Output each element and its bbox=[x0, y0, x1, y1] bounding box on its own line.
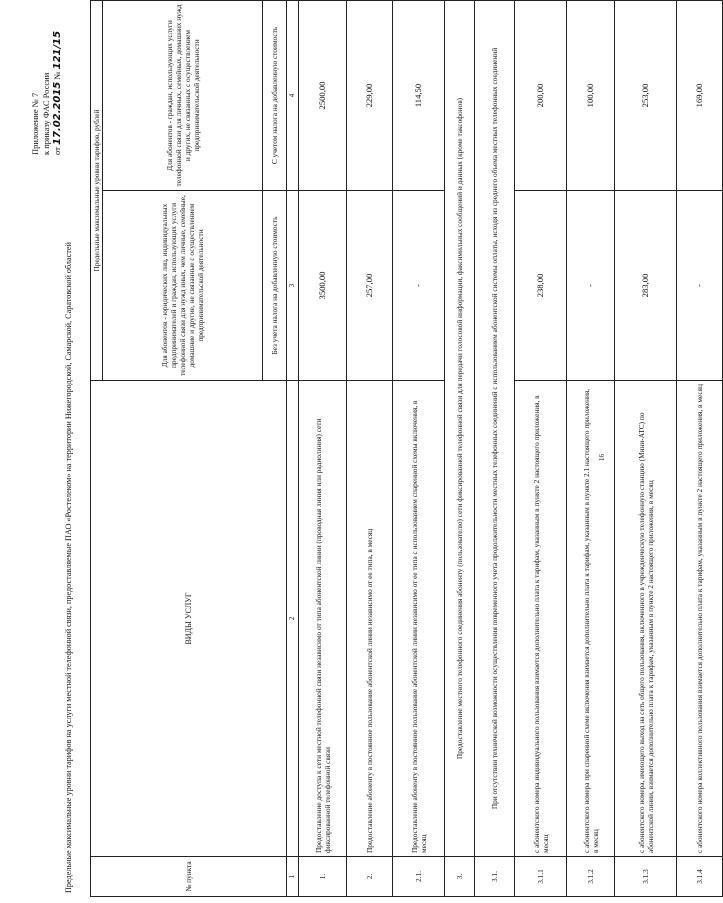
appendix-line-2: к приказу ФАС России bbox=[41, 72, 51, 155]
row-number: 3.1. bbox=[475, 857, 515, 897]
value-with-vat: 114,50 bbox=[393, 1, 445, 191]
header-tariff-group: Предельные максимальные уровни тарифов, рублей bbox=[91, 1, 103, 381]
number-prefix: № bbox=[52, 71, 62, 80]
appendix-reference bbox=[30, 0, 63, 155]
table-row bbox=[347, 1, 393, 897]
value-with-vat: 253,00 bbox=[615, 1, 677, 191]
appendix-date-line bbox=[52, 0, 63, 155]
row-number: 2. bbox=[347, 857, 393, 897]
table-row bbox=[677, 1, 723, 897]
table-row bbox=[393, 1, 445, 897]
value-without-vat: - bbox=[393, 191, 445, 381]
column-index: 2 bbox=[287, 381, 299, 857]
row-number: 3.1.2 bbox=[567, 857, 615, 897]
header-with-vat: С учетом налога на добавленную стоимость bbox=[263, 1, 287, 191]
table-row bbox=[475, 1, 515, 897]
header-citizens: Для абонентов - граждан, использующих услуги телефонной связи для личных, семейных, домашних нужд и других, не связанных с осуществлением предпринимательской деятельности bbox=[103, 1, 263, 191]
tariff-table bbox=[90, 0, 723, 897]
appendix-line-1: Приложение № 7 bbox=[30, 92, 40, 155]
row-description: с абонентского номера коллективного пользования взимается дополнительно плата к тарифам, указанным в пункте 2 настоящего приложения, в месяц bbox=[677, 381, 723, 857]
section-heading: Предоставление местного телефонного соединения абоненту (пользователю) сети фиксированной телефонной связи для передачи голосовой информации, факсимильных сообщений и данных (кроме таксофонов) bbox=[445, 1, 475, 857]
header-services: ВИДЫ УСЛУГ bbox=[91, 381, 287, 857]
table-row bbox=[615, 1, 677, 897]
column-index: 1 bbox=[287, 857, 299, 897]
value-with-vat: 169,00 bbox=[677, 1, 723, 191]
table-row bbox=[445, 1, 475, 897]
value-without-vat: 257,00 bbox=[347, 191, 393, 381]
value-with-vat: 100,00 bbox=[567, 1, 615, 191]
value-with-vat: 200,00 bbox=[515, 1, 567, 191]
row-number: 3.1.4 bbox=[677, 857, 723, 897]
value-without-vat: 283,00 bbox=[615, 191, 677, 381]
table-row bbox=[567, 1, 615, 897]
handwritten-order-number: 121/15 bbox=[52, 30, 63, 70]
row-number: 2.1. bbox=[393, 857, 445, 897]
value-without-vat: - bbox=[677, 191, 723, 381]
row-number: 3.1.1 bbox=[515, 857, 567, 897]
value-without-vat: 3500,00 bbox=[299, 191, 347, 381]
value-with-vat: 2500,00 bbox=[299, 1, 347, 191]
section-heading: При отсутствии технической возможности осуществления повременного учета продолжительности местных телефонных соединений с использованием абонентской системы оплаты, исходя из среднего объема местных телефонных соединений bbox=[475, 1, 515, 857]
date-prefix: от bbox=[52, 147, 62, 155]
handwritten-date: 17.02.2015 bbox=[52, 81, 63, 146]
row-description: Предоставление абоненту в постоянное пользование абонентской линии независимо от ее типа с использованием спаренной схемы включения, в месяц bbox=[393, 381, 445, 857]
header-legal-entities: Для абонентов - юридических лиц, индивидуальных предпринимателей и граждан, использующих услуги телефонной связи для нужд иных, чем личные, семейные, домашние и другие, не связанные с осуществлением предпринимательской деятельности bbox=[103, 191, 263, 381]
page-number: 16 bbox=[598, 454, 606, 461]
row-description: с абонентского номера при спаренной схеме включения взимается дополнительно плата к тарифам, указанным в пункте 2.1 настоящего приложения, в месяц bbox=[567, 381, 615, 857]
value-without-vat: - bbox=[567, 191, 615, 381]
row-description: с абонентского номера индивидуального пользования взимается дополнительно плата к тарифам, указанным в пункте 2 настоящего приложения, в месяц bbox=[515, 381, 567, 857]
row-description: Предоставление абоненту в постоянное пользование абонентской линии независимо от ее типа, в месяц bbox=[347, 381, 393, 857]
row-description: Предоставление доступа к сети местной телефонной связи независимо от типа абонентской линии (проводная линия или радиолиния) сети фиксированной телефонной связи bbox=[299, 381, 347, 857]
column-index: 4 bbox=[287, 1, 299, 191]
row-number: 1. bbox=[299, 857, 347, 897]
row-number: 3. bbox=[445, 857, 475, 897]
value-without-vat: 238,00 bbox=[515, 191, 567, 381]
column-index: 3 bbox=[287, 191, 299, 381]
table-row bbox=[515, 1, 567, 897]
table-row bbox=[299, 1, 347, 897]
header-without-vat: Без учета налога на добавленную стоимость bbox=[263, 191, 287, 381]
row-description: с абонентского номера, имеющего выход на сеть общего пользования, включенного в учрежденческую телефонную станцию (Мини-АТС) по абонентской линии, взимается дополнительно плата к тарифам, указанным в пункте 2 настоящего приложения, в месяц bbox=[615, 381, 677, 857]
row-number: 3.1.3 bbox=[615, 857, 677, 897]
document-title: Предельные максимальные уровни тарифов на услуги местной телефонной связи, предоставляемые ПАО «Ростелеком» на территории Нижегородской, Самарской, Саратовской областей bbox=[64, 242, 73, 893]
value-with-vat: 229,00 bbox=[347, 1, 393, 191]
header-item-number: № пункта bbox=[91, 857, 287, 897]
